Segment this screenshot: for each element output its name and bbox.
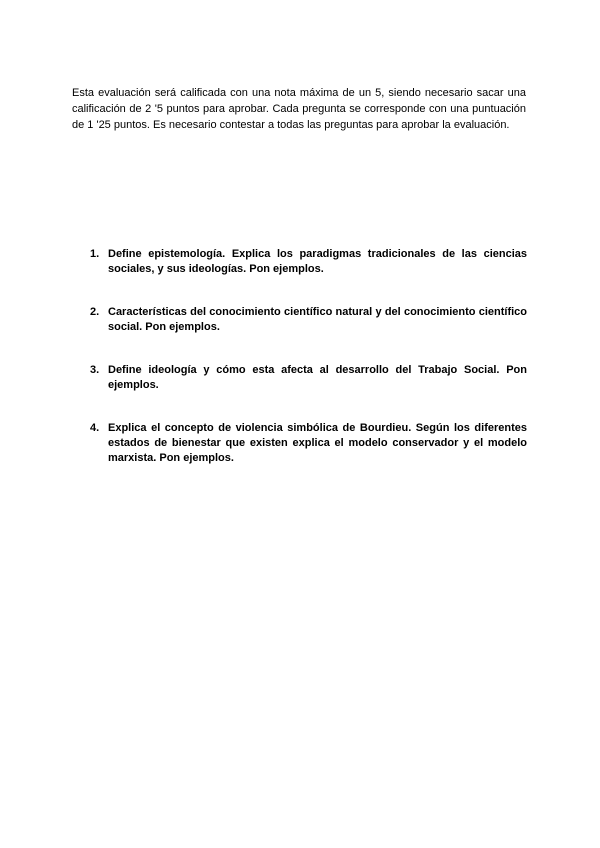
question-item-1 xyxy=(80,247,527,277)
question-item-2 xyxy=(80,305,527,335)
evaluation-instructions: Esta evaluación será calificada con una nota máxima de un 5, siendo necesario sacar una calificación de 2 '5 puntos para aprobar. Cada pregunta se corresponde con una puntuación de 1 '25 puntos. Es necesario contestar a todas las preguntas para aprobar la evaluación. xyxy=(72,87,526,131)
question-number: 2. xyxy=(90,306,100,318)
question-number: 1. xyxy=(90,248,100,260)
question-text: Define epistemología. Explica los paradigmas tradicionales de las ciencias sociales, y sus ideologías. Pon ejemplos. xyxy=(108,248,527,275)
question-text: Explica el concepto de violencia simbólica de Bourdieu. Según los diferentes estados de bienestar que existen explica el modelo conservador y el modelo marxista. Pon ejemplos. xyxy=(108,422,527,464)
question-item-3 xyxy=(80,363,527,393)
question-list xyxy=(80,247,527,494)
question-number: 4. xyxy=(90,422,100,434)
question-text: Características del conocimiento científico natural y del conocimiento científico social. Pon ejemplos. xyxy=(108,306,527,333)
question-text: Define ideología y cómo esta afecta al desarrollo del Trabajo Social. Pon ejemplos. xyxy=(108,364,527,391)
question-item-4 xyxy=(80,421,527,466)
question-number: 3. xyxy=(90,364,100,376)
